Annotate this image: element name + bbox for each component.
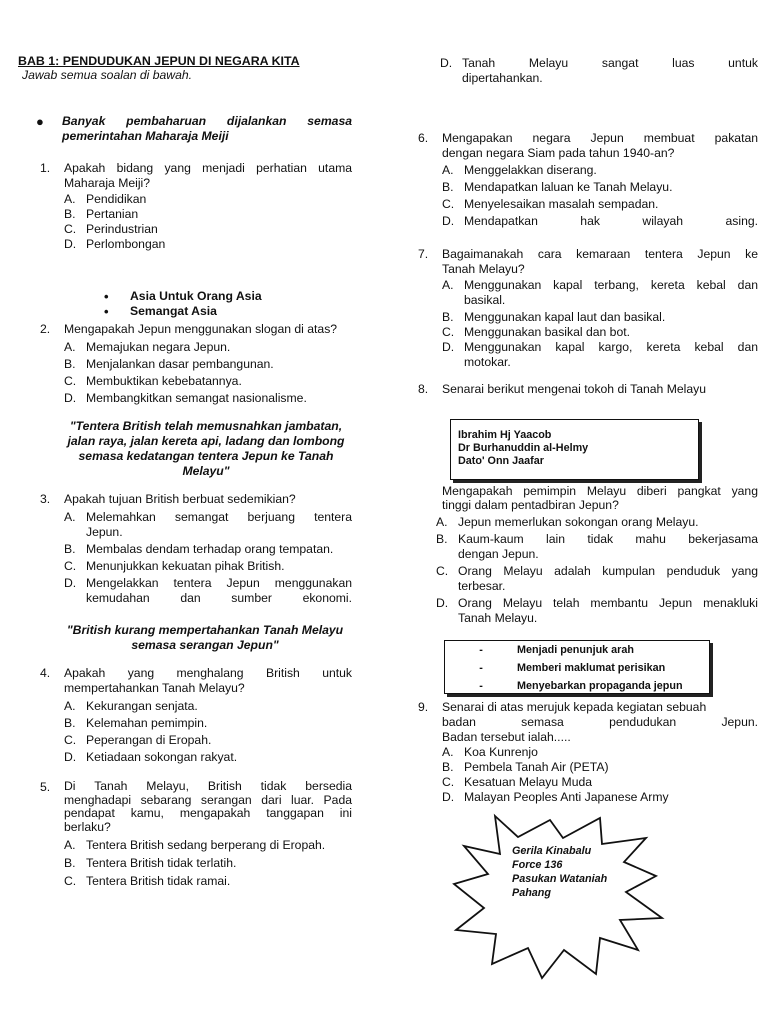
word: tentera	[314, 510, 353, 524]
stem-line-1	[442, 484, 758, 498]
word: Melayu,	[146, 779, 189, 793]
option-line	[458, 532, 758, 547]
option-line	[464, 213, 758, 230]
option-letter: B.	[64, 542, 76, 556]
option-d[interactable]	[64, 749, 352, 766]
option-text: Ketiadaan sokongan rakyat.	[86, 750, 238, 764]
word: kereta	[650, 278, 685, 292]
word: tidak	[260, 779, 287, 793]
quote-line: "Tentera British telah memusnahkan jambatan,	[69, 419, 343, 433]
option-text: Pembela Tanah Air (PETA)	[464, 760, 609, 774]
group-name: Pahang	[512, 887, 551, 899]
question-8-stem	[442, 484, 758, 512]
option-letter: A.	[64, 340, 76, 354]
word: luar.	[291, 792, 315, 807]
option-letter: C.	[442, 775, 455, 789]
word: ekonomi.	[302, 591, 353, 605]
option-a[interactable]	[442, 745, 758, 760]
question-line-2: Tanah Melayu?	[442, 262, 525, 276]
word: membuat	[643, 131, 695, 145]
option-letter: C.	[442, 197, 455, 211]
word: Apakah	[64, 666, 106, 680]
option-letter: B.	[64, 716, 76, 730]
role-item: Menyebarkan propaganda jepun	[517, 680, 683, 692]
option-text: Kesatuan Melayu Muda	[464, 775, 593, 789]
option-a[interactable]	[64, 192, 352, 207]
option-b[interactable]	[64, 854, 352, 872]
option-line	[86, 576, 352, 591]
option-c[interactable]	[442, 325, 758, 340]
option-letter: D.	[442, 340, 455, 354]
word: yang	[164, 161, 191, 175]
word: dan	[737, 278, 759, 292]
word: dijalankan	[226, 114, 287, 128]
word: Mengapakah	[442, 484, 513, 498]
question-text: Apakah tujuan British berbuat sedemikian?	[64, 492, 296, 506]
bullet-icon: •	[104, 289, 109, 304]
word: Mengelakkan	[86, 576, 159, 590]
option-letter: D.	[440, 56, 453, 70]
option-letter: B.	[64, 856, 76, 870]
word: Melayu	[503, 564, 543, 578]
option-b[interactable]	[64, 207, 352, 222]
quote-line: Melayu"	[182, 464, 230, 478]
question-number: 9.	[418, 700, 429, 714]
question-line-2: Maharaja Meiji?	[64, 176, 151, 190]
word: menghadapi	[64, 792, 132, 807]
option-letter: C.	[436, 564, 449, 578]
slogan-item: Asia Untuk Orang Asia	[130, 289, 262, 303]
option-letter: A.	[442, 163, 454, 177]
word: sebarang	[140, 792, 192, 807]
word: Mengapakan	[442, 131, 513, 145]
word: mengapakah	[179, 806, 251, 820]
option-line: Jepun.	[86, 525, 123, 539]
word: untuk	[728, 56, 758, 70]
word: pembaharuan	[126, 114, 207, 128]
word: yang	[731, 564, 759, 578]
question-line-1	[442, 131, 758, 146]
word: mahu	[635, 532, 666, 546]
option-text: Membalas dendam terhadap orang tempatan.	[86, 542, 334, 556]
word: yang	[731, 484, 758, 498]
word: terbang,	[594, 278, 639, 292]
option-letter: C.	[64, 374, 77, 388]
question-1	[40, 161, 352, 252]
question-4	[40, 666, 352, 766]
option-text: Menyelesaikan masalah sempadan.	[464, 197, 659, 211]
word: British	[265, 666, 300, 680]
context-line-2: pemerintahan Maharaja Meiji	[62, 129, 229, 143]
word: kamu,	[130, 806, 164, 820]
option-line	[86, 510, 352, 525]
option-letter: B.	[442, 760, 454, 774]
word: Melayu	[502, 596, 543, 610]
option-c[interactable]	[64, 732, 352, 749]
word: yang	[127, 666, 155, 680]
option-b[interactable]	[442, 760, 758, 775]
word: Jepun	[658, 596, 693, 610]
question-text: Senarai berikut mengenai tokoh di Tanah Melayu	[442, 382, 707, 396]
word: Orang	[458, 564, 492, 578]
word: Tanah	[462, 56, 496, 70]
option-text: Menunjukkan kekuatan pihak British.	[86, 559, 285, 573]
word: bidang	[116, 161, 154, 175]
instruction: Jawab semua soalan di bawah.	[22, 68, 193, 82]
group-name: Gerila Kinabalu	[512, 845, 592, 857]
question-line-2	[64, 794, 352, 808]
group-name: Force 136	[512, 859, 563, 871]
option-text: Menggelakkan diserang.	[464, 163, 597, 177]
word: tentera	[644, 247, 683, 261]
quote-line: jalan raya, jalan kereta api, ladang dan lombong	[67, 434, 345, 448]
option-text: Pendidikan	[86, 192, 147, 206]
word: kereta	[646, 340, 681, 354]
word: perhatian	[256, 161, 307, 175]
word: pangkat	[677, 484, 721, 498]
word: Jepun.	[721, 715, 759, 729]
option-letter: C.	[64, 874, 77, 888]
option-b[interactable]	[442, 310, 758, 325]
question-number: 2.	[40, 322, 51, 336]
option-text: Tentera British sedang berperang di Eropah.	[86, 838, 326, 852]
word: semasa	[521, 715, 564, 729]
option-letter: D.	[64, 750, 77, 764]
word: sangat	[601, 56, 639, 70]
word: Mendapatkan	[464, 214, 538, 228]
word: berjuang	[247, 510, 295, 524]
word: dan	[737, 340, 759, 354]
word: badan	[442, 715, 476, 729]
question-line-2: dengan negara Siam pada tahun 1940-an?	[442, 146, 675, 160]
option-letter: D.	[64, 576, 77, 590]
option-letter: C.	[442, 325, 455, 339]
word: serangan	[200, 792, 252, 807]
bullet-icon: ●	[36, 114, 44, 129]
word: Banyak	[62, 114, 106, 128]
question-2	[40, 322, 352, 407]
role-item: Memberi maklumat perisikan	[517, 662, 666, 674]
dash: -	[479, 680, 483, 692]
word: tanggapan	[266, 806, 324, 820]
context-meiji	[36, 114, 352, 144]
option-d[interactable]	[442, 213, 758, 230]
option-a[interactable]	[64, 836, 352, 854]
option-text: Menjalankan dasar pembangunan.	[86, 357, 274, 371]
option-text: Perlombongan	[86, 237, 166, 251]
option-line: dengan Jepun.	[458, 547, 539, 561]
word: bersedia	[305, 779, 353, 793]
word: bekerjasama	[688, 532, 759, 546]
option-letter: A.	[64, 510, 76, 524]
option-d[interactable]	[64, 237, 352, 252]
option-d[interactable]	[436, 596, 758, 626]
question-line-2	[442, 715, 758, 730]
question-line-1	[64, 780, 352, 794]
option-letter: D.	[436, 596, 449, 610]
role-item: Menjadi penunjuk arah	[517, 644, 634, 656]
option-text: Malayan Peoples Anti Japanese Army	[464, 790, 669, 804]
word: adalah	[554, 564, 591, 578]
question-3	[40, 492, 352, 606]
question-number: 8.	[418, 382, 429, 396]
question-9	[418, 700, 758, 805]
question-text: Mengapakah Jepun menggunakan slogan di atas?	[64, 322, 338, 336]
word: kargo,	[598, 340, 633, 354]
option-letter: A.	[64, 192, 76, 206]
quote-line: semasa kedatangan tentera Jepun ke Tanah	[78, 449, 334, 463]
word: kapal	[553, 278, 583, 292]
option-text: Pertanian	[86, 207, 139, 221]
word: Jepun	[697, 247, 731, 261]
option-line: terbesar.	[458, 579, 506, 593]
word: Pada	[323, 792, 353, 807]
option-letter: B.	[64, 207, 76, 221]
option-text: Menggunakan kapal laut dan basikal.	[464, 310, 666, 324]
quote-british-destruction	[56, 419, 356, 479]
figures-box	[450, 419, 699, 480]
word: tidak	[587, 532, 614, 546]
word: menjadi	[202, 161, 245, 175]
option-line: Tanah Melayu.	[458, 611, 538, 625]
word: Tanah	[94, 779, 128, 793]
word: lain	[546, 532, 566, 546]
slogan-list	[104, 289, 344, 319]
option-line	[464, 278, 758, 293]
option-c[interactable]	[442, 775, 758, 790]
option-letter: D.	[64, 237, 77, 251]
figure-name: Ibrahim Hj Yaacob	[458, 429, 552, 441]
word: ke	[745, 247, 759, 261]
option-text: Perindustrian	[86, 222, 158, 236]
word: Jepun	[226, 576, 260, 590]
word: kapal	[555, 340, 585, 354]
word: pendudukan	[609, 715, 677, 729]
word: semasa	[307, 114, 353, 128]
option-text: Menggunakan basikal dan bot.	[464, 325, 631, 339]
option-d[interactable]	[442, 340, 758, 370]
word: asing.	[725, 214, 759, 228]
option-b[interactable]	[64, 715, 352, 732]
option-text: Kelemahan pemimpin.	[86, 716, 208, 730]
option-letter: B.	[436, 532, 448, 546]
word: dari	[261, 792, 282, 807]
question-line-3: Badan tersebut ialah.....	[442, 730, 571, 744]
option-a[interactable]	[64, 339, 352, 356]
quote-line: semasa serangan Jepun"	[131, 638, 279, 652]
word: menggunakan	[274, 576, 353, 590]
word: Kaum-kaum	[458, 532, 524, 546]
word: ini	[339, 806, 352, 820]
option-b[interactable]	[436, 532, 758, 562]
option-text: Membangkitkan semangat nasionalisme.	[86, 391, 307, 405]
word: menghalang	[176, 666, 244, 680]
word: Bagaimanakah	[442, 247, 524, 261]
figure-name: Dato' Onn Jaafar	[458, 455, 544, 467]
option-letter: B.	[442, 180, 454, 194]
word: Melemahkan	[86, 510, 156, 524]
word: kebal	[694, 340, 724, 354]
dash: -	[479, 662, 483, 674]
word: pemimpin	[523, 484, 577, 498]
starburst-box	[450, 812, 665, 982]
option-line: dipertahankan.	[462, 71, 543, 85]
option-letter: A.	[442, 745, 454, 759]
word: kebal	[696, 278, 726, 292]
option-letter: C.	[64, 733, 77, 747]
word: diberi	[636, 484, 667, 498]
word: semangat	[174, 510, 229, 524]
question-line-1	[442, 247, 758, 262]
roles-box	[444, 640, 710, 694]
option-text: Tentera British tidak terlatih.	[86, 856, 237, 870]
question-line-2: mempertahankan Tanah Melayu?	[64, 681, 245, 695]
option-letter: A.	[64, 838, 76, 852]
option-c[interactable]	[64, 559, 352, 574]
question-line-1: Senarai di atas merujuk kepada kegiatan sebuah	[442, 700, 707, 714]
word: kemudahan	[86, 591, 150, 605]
option-c[interactable]	[64, 872, 352, 890]
question-number: 7.	[418, 247, 429, 261]
word: pendapat	[64, 806, 115, 820]
option-letter: A.	[64, 699, 76, 713]
word: negara	[532, 131, 571, 145]
option-b[interactable]	[64, 542, 352, 557]
word: utama	[318, 161, 353, 175]
question-line-4: berlaku?	[64, 819, 111, 834]
word: Jepun	[590, 131, 624, 145]
option-a[interactable]	[442, 278, 758, 308]
option-c[interactable]	[64, 373, 352, 390]
question-number: 4.	[40, 666, 51, 680]
option-text: Membuktikan kebebatannya.	[86, 374, 242, 388]
group-name: Pasukan Wataniah	[512, 873, 608, 885]
word: Apakah	[64, 161, 106, 175]
option-d[interactable]	[64, 390, 352, 407]
option-text: Jepun memerlukan sokongan orang Melayu.	[458, 515, 699, 529]
word: Menggunakan	[464, 278, 542, 292]
option-text: Peperangan di Eropah.	[86, 733, 212, 747]
word: pakatan	[714, 131, 759, 145]
option-letter: A.	[442, 278, 454, 292]
word: hak	[580, 214, 600, 228]
word: membantu	[590, 596, 649, 610]
word: kemaraan	[576, 247, 631, 261]
option-line	[458, 564, 758, 579]
option-line	[464, 340, 758, 355]
option-text: Mendapatkan laluan ke Tanah Melayu.	[464, 180, 673, 194]
word: telah	[553, 596, 580, 610]
option-text: Kekurangan senjata.	[86, 699, 198, 713]
slogan-item: Semangat Asia	[130, 304, 217, 318]
option-letter: C.	[64, 222, 77, 236]
question-7	[418, 247, 758, 370]
option-text: Memajukan negara Jepun.	[86, 340, 231, 354]
dash: -	[479, 644, 483, 656]
word: cara	[537, 247, 562, 261]
option-line	[86, 591, 352, 606]
word: sumber	[231, 591, 272, 605]
word: dan	[180, 591, 201, 605]
question-8	[418, 382, 758, 397]
option-letter: B.	[64, 357, 76, 371]
question-line-1	[64, 161, 352, 176]
option-line	[462, 56, 758, 71]
option-b[interactable]	[442, 179, 758, 196]
word: British	[207, 779, 242, 793]
word: tentera	[173, 576, 212, 590]
option-b[interactable]	[64, 356, 352, 373]
word: kumpulan	[602, 564, 656, 578]
context-line-1	[62, 114, 352, 129]
option-letter: C.	[64, 559, 77, 573]
word: Di	[64, 779, 76, 793]
question-5-option-d	[440, 56, 758, 86]
option-line: basikal.	[464, 293, 506, 307]
question-line-3	[64, 807, 352, 821]
option-letter: B.	[442, 310, 454, 324]
question-5	[40, 780, 352, 890]
option-d[interactable]	[440, 56, 758, 86]
question-number: 3.	[40, 492, 51, 506]
question-number: 5.	[40, 780, 51, 794]
word: untuk	[322, 666, 353, 680]
question-line-1	[64, 666, 352, 681]
option-text: Koa Kunrenjo	[464, 745, 538, 759]
option-text: Tentera British tidak ramai.	[86, 874, 231, 888]
word: penduduk	[666, 564, 721, 578]
word: menakluki	[703, 596, 758, 610]
question-8-options	[436, 515, 758, 626]
option-letter: D.	[64, 391, 77, 405]
option-letter: A.	[436, 515, 448, 529]
option-a[interactable]	[442, 162, 758, 179]
starburst-text	[512, 844, 607, 900]
question-6	[418, 131, 758, 230]
option-c[interactable]	[442, 196, 758, 213]
option-c[interactable]	[436, 564, 758, 594]
bullet-icon: •	[104, 304, 109, 319]
figure-name: Dr Burhanuddin al-Helmy	[458, 442, 589, 454]
stem-line-2: tinggi dalam pentadbiran Jepun?	[442, 498, 619, 512]
word: wilayah	[642, 214, 684, 228]
option-c[interactable]	[64, 222, 352, 237]
option-letter: D.	[442, 214, 455, 228]
question-number: 1.	[40, 161, 51, 175]
option-a[interactable]	[64, 510, 352, 540]
word: Melayu	[528, 56, 569, 70]
option-line: motokar.	[464, 355, 511, 369]
quote-british-defence	[40, 623, 370, 653]
quote-line: "British kurang mempertahankan Tanah Melayu	[66, 623, 344, 637]
question-number: 6.	[418, 131, 429, 145]
word: Menggunakan	[464, 340, 542, 354]
option-line	[458, 596, 758, 611]
page-title: BAB 1: PENDUDUKAN JEPUN DI NEGARA KITA	[18, 54, 300, 68]
word: Orang	[458, 596, 492, 610]
word: luas	[672, 56, 695, 70]
option-d[interactable]	[64, 576, 352, 606]
option-a[interactable]	[64, 698, 352, 715]
option-a[interactable]	[436, 515, 758, 530]
option-letter: D.	[442, 790, 455, 804]
option-d[interactable]	[442, 790, 758, 805]
word: Melayu	[586, 484, 627, 498]
